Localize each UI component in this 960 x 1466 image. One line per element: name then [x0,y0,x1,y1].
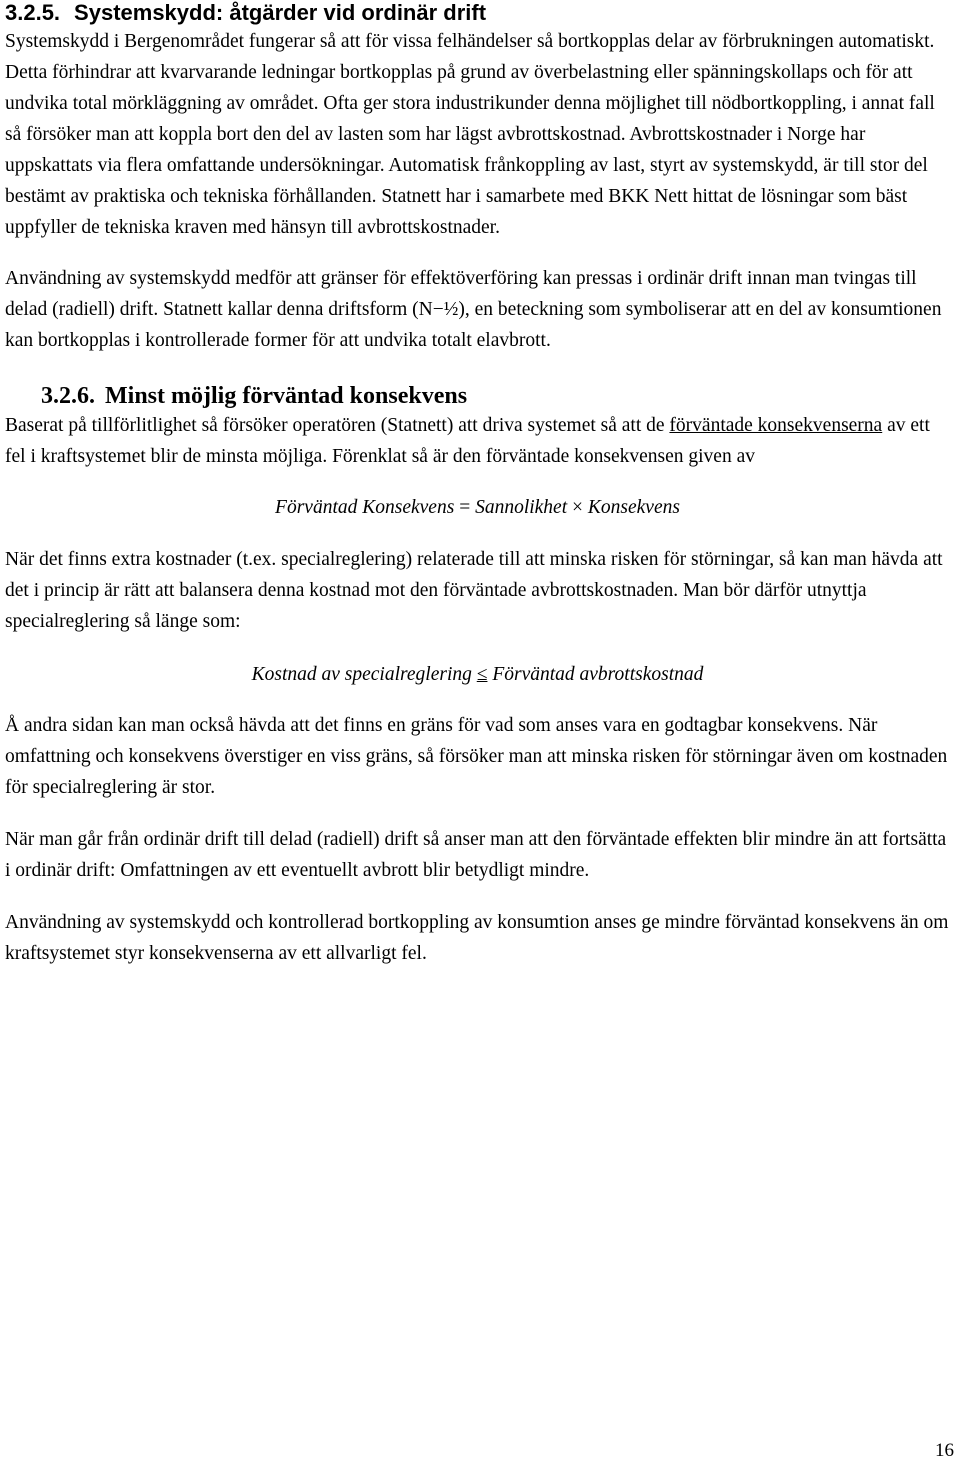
paragraph-extra-kostnader: När det finns extra kostnader (t.ex. specialreglering) relaterade till att minska risken för störningar, så kan man hävda att det i princip är rätt att balansera denna kostnad mot den förväntade avbrottskostnaden. Man bör därför utnyttja specialreglering så länge som: [5,549,943,632]
paragraph-forvantad-konsekvens: Baserat på tillförlitlighet så försöker operatören (Statnett) att driva systemet så att de förväntade konsekvenserna av ett fel i kraftsystemet blir de minsta möjliga. Förenklat så är den förväntade konsekvensen given av [5,415,930,467]
formula-cost-condition: Kostnad av specialreglering ≤ Förväntad avbrottskostnad [251,664,704,685]
paragraph-systemskydd-anvandning: Användning av systemskydd medför att gränser för effektöverföring kan pressas i ordinär drift innan man tvingas till delad (radiell) drift. Statnett kallar denna driftsform (N−½), en beteckning som symboliserar att en del av konsumtionen kan bortkopplas i kontrollerade former för att undvika totalt elavbrott. [5,268,942,351]
underlined-term: förväntade konsekvenserna [669,415,883,436]
paragraph-godtagbar-konsekvens: Å andra sidan kan man också hävda att det finns en gräns för vad som anses vara en godtagbar konsekvens. När omfattning och konsekvens överstiger en viss gräns, så försöker man att minska risken för störningar även om kostnaden för specialreglering är stor. [5,715,948,798]
section-heading-3-2-6 [5,382,950,410]
section-heading-3-2-5 [5,0,950,26]
section-title: Systemskydd: åtgärder vid ordinär drift [74,0,487,25]
section-title: Minst möjlig förväntad konsekvens [105,383,468,409]
document-page [5,0,950,969]
section-number: 3.2.5. [5,0,61,25]
formula-expected-consequence: Förväntad Konsekvens = Sannolikhet × Konsekvens [275,497,680,518]
section-number: 3.2.6. [41,383,95,409]
paragraph-systemskydd-bergen: Systemskydd i Bergenområdet fungerar så att för vissa felhändelser så bortkopplas delar av förbrukningen automatiskt. Detta förhindrar att kvarvarande ledningar bortkopplas på grund av överbelastning eller spänningskollaps och för att undvika total mörkläggning av området. Ofta ger stora industrikunder denna möjlighet till nödbortkoppling, i annat fall så försöker man att koppla bort den del av lasten som har lägst avbrottskostnad. Avbrottskostnader i Norge har uppskattats via flera omfattande undersökningar. Automatisk frånkoppling av last, styrt av systemskydd, är till stor del bestämt av praktiska och tekniska förhållanden. Statnett har i samarbete med BKK Nett hittat de lösningar som bäst uppfyller de tekniska kraven med hänsyn till avbrottskostnader. [5,31,935,238]
paragraph-radiell-drift: När man går från ordinär drift till delad (radiell) drift så anser man att den förväntade effekten blir mindre än att fortsätta i ordinär drift: Omfattningen av ett eventuellt avbrott blir betydligt mindre. [5,829,947,881]
paragraph-kontrollerad-bortkoppling: Användning av systemskydd och kontrollerad bortkoppling av konsumtion anses ge mindre förväntad konsekvens än om kraftsystemet styr konsekvenserna av ett allvarligt fel. [5,912,949,964]
page-number: 16 [935,1440,954,1461]
